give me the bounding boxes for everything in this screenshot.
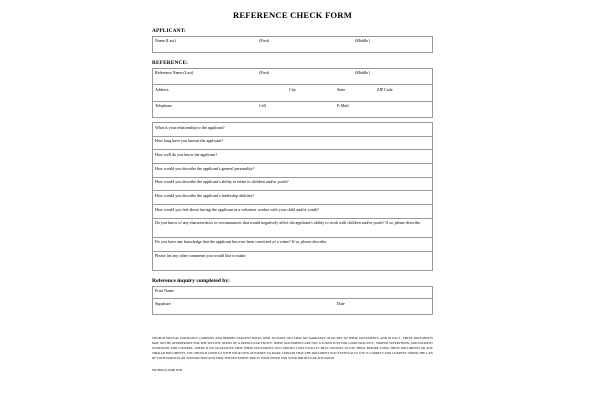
table-row [153,164,433,178]
table-row [153,36,433,53]
table-row [153,136,433,150]
email-label: E-Mail [337,103,349,108]
question-text: How would you describe the applicant's general personality? [155,165,255,171]
question-text: How would you describe the applicant's ability to relate to children and/or youth? [155,179,289,185]
question-text: How long have you known the applicant? [155,138,224,144]
table-row [153,299,433,315]
reference-last-name-label: Reference Name (Last) [155,70,194,75]
city-label: City [289,86,297,92]
table-row [153,123,433,137]
print-name-cell[interactable] [153,286,433,299]
question-text: Please list any other comments you would like to make. [155,253,247,258]
table-row [153,150,433,164]
reference-contact-labels [155,103,430,117]
print-name-label: Print Name [155,288,174,293]
form-sheet [152,0,433,372]
print-name-labels [155,288,430,298]
question-text: Do you have any knowledge that the applicant has ever been convicted of a crime? If so, please describe. [155,239,328,245]
applicant-last-name-label: Name (Last) [155,38,176,43]
reference-middle-name-label: (Middle) [355,70,370,75]
table-row [153,251,433,270]
table-row [153,286,433,299]
question-cell-9[interactable] [153,237,433,251]
table-row [153,237,433,251]
signature-labels [155,301,430,314]
completed-by-table [152,286,433,315]
reference-section-heading: REFERENCE: [152,60,189,66]
applicant-middle-name-label: (Middle) [355,38,370,43]
questions-table [152,122,433,271]
legal-disclaimer: CHURCH MUTUAL INSURANCE COMPANY AND HERMES SARGENT BATES WISH TO POINT OUT THAT NO WARRANTY ATTACHES TO THESE DOCUMENTS, AND IN FACT , THESE DOCUMENTS MAY NOT BE APPROPRIATE FOR THE SPECIFIC NEEDS OF A PARTICULAR ENTITY. THESE DOCUMENTS ARE NOT A SUBSTITUTE FOR GOOD PRACTICE , PROPER SUPERVISION, AND DILIGENT OVERSIGHT AND CONTROL. THERE IS NO GUARANTEE THAT THESE DOCUMENTS WILL PROTECT ANY FACILITY THAT CHOOSES TO USE THEM. BEFORE USING THESE DOCUMENTS OR ANY SIMILAR DOCUMENTS, YOU SHOULD CONSULT WITH YOUR OWN ATTORNEY TO MAKE CERTAIN THAT THE DOCUMENT YOU EVENTUALLY USE IS CORRECT AND CURRENT UNDER THE LAW OF YOUR PARTICULAR JURISDICTION AND THAT THE DOCUMENT MEETS YOUR NEEDS FOR YOUR PARTICULAR SITUATION. [152,335,433,361]
table-row [153,205,433,219]
state-label: State [337,86,346,92]
date-label: Date [337,300,345,306]
table-row [153,191,433,205]
question-cell-10[interactable] [153,251,433,270]
question-text: How would you feel about having the applicant as a volunteer worker with your child and/or youth? [155,206,319,212]
zip-code-label: ZIP Code [377,86,393,92]
question-cell-6[interactable] [153,191,433,205]
applicant-section-heading: APPLICANT: [152,28,186,34]
question-cell-1[interactable] [153,123,433,137]
question-text: How well do you know the applicant? [155,151,218,157]
reference-address-cell[interactable] [153,85,433,102]
applicant-first-name-label: (First) [259,38,270,43]
question-cell-7[interactable] [153,205,433,219]
question-text: Do you know of any characteristics or circumstances that would negatively affect the applicant's ability to work with children and/or youth? If so, please describe. [155,220,421,226]
table-row [153,85,433,102]
question-text: How would you describe the applicant's leadership abilities? [155,192,255,198]
question-cell-2[interactable] [153,136,433,150]
reference-first-name-label: (First) [259,70,270,75]
applicant-table [152,36,433,54]
form-code: FM 9869 (6.2008) DSB [152,367,183,372]
question-cell-5[interactable] [153,177,433,191]
table-row [153,68,433,85]
table-row [153,177,433,191]
reference-address-labels [155,87,430,101]
table-row [153,218,433,237]
cell-label: Cell [259,103,266,108]
signature-cell[interactable] [153,299,433,315]
reference-name-cell[interactable] [153,68,433,85]
completed-by-heading: Reference inquiry completed by: [152,278,231,284]
applicant-name-cell[interactable] [153,36,433,53]
telephone-label: Telephone [155,103,172,108]
question-cell-8[interactable] [153,218,433,237]
address-label: Address [155,86,169,92]
reference-name-labels [155,70,430,84]
signature-label: Signature [155,300,171,306]
table-row [153,101,433,118]
question-cell-3[interactable] [153,150,433,164]
question-text: What is your relationship to the applicant? [155,124,225,130]
reference-table [152,68,433,119]
page-title: REFERENCE CHECK FORM [232,10,353,20]
applicant-name-labels [155,38,430,52]
reference-contact-cell[interactable] [153,101,433,118]
question-cell-4[interactable] [153,164,433,178]
